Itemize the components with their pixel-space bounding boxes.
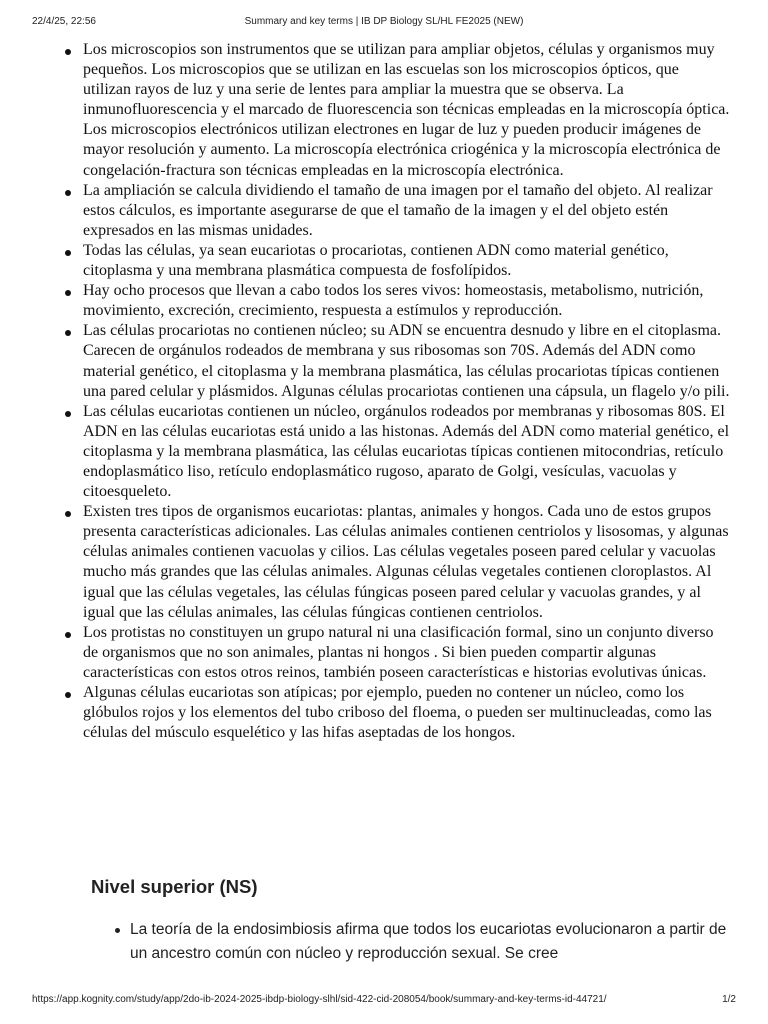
summary-content: [62, 40, 730, 743]
section-heading: Nivel superior (NS): [91, 876, 258, 897]
print-url: https://app.kognity.com/study/app/2do-ib-2024-2025-ibdp-biology-slhl/sid-422-cid-208054/book/summary-and-key-terms-id-44721/: [32, 994, 607, 1005]
summary-point: La ampliación se calcula dividiendo el tamaño de una imagen por el tamaño del objeto. Al realizar estos cálculos, es importante asegurarse de que el tamaño de la imagen y el del objeto estén expresados en las mismas unidades.: [62, 181, 730, 241]
summary-point: Las células procariotas no contienen núcleo; su ADN se encuentra desnudo y libre en el citoplasma. Carecen de orgánulos rodeados de membrana y sus ribosomas son 70S. Además del ADN como material genético, el citoplasma y la membrana plasmática, las células procariotas típicas contienen una pared celular y plásmidos. Algunas células procariotas contienen una cápsula, un flagelo y/o pili.: [62, 321, 730, 401]
print-datetime: 22/4/25, 22:56: [32, 16, 96, 27]
summary-point: Las células eucariotas contienen un núcleo, orgánulos rodeados por membranas y ribosomas 80S. El ADN en las células eucariotas está unido a las histonas. Además del ADN como material genético, el citoplasma y la membrana plasmática, las células eucariotas típicas contienen mitocondrias, retículo endoplasmático liso, retículo endoplasmático rugoso, aparato de Golgi, vesículas, vacuolas y citoesqueleto.: [62, 402, 730, 502]
higher-level-section: [91, 876, 731, 966]
summary-point: Los microscopios son instrumentos que se utilizan para ampliar objetos, células y organismos muy pequeños. Los microscopios que se utilizan en las escuelas son los microscopios ópticos, que utilizan rayos de luz y una serie de lentes para ampliar la muestra que se observa. La inmunofluorescencia y el marcado de fluorescencia son técnicas empleadas en la microscopía óptica. Los microscopios electrónicos utilizan electrones en lugar de luz y pueden producir imágenes de mayor resolución y aumento. La microscopía electrónica criogénica y la microscopía electrónica de congelación-fractura son técnicas empleadas en la microscopía electrónica.: [62, 40, 730, 181]
higher-level-list: [91, 918, 731, 966]
summary-point: Hay ocho procesos que llevan a cabo todos los seres vivos: homeostasis, metabolismo, nutrición, movimiento, excreción, crecimiento, respuesta a estímulos y reproducción.: [62, 281, 730, 321]
higher-level-point: La teoría de la endosimbiosis afirma que todos los eucariotas evolucionaron a partir de un ancestro común con núcleo y reproducción sexual. Se cree: [91, 918, 731, 966]
print-page-title: Summary and key terms | IB DP Biology SL/HL FE2025 (NEW): [244, 16, 524, 27]
print-header: [32, 16, 736, 30]
summary-point: Existen tres tipos de organismos eucariotas: plantas, animales y hongos. Cada uno de estos grupos presenta características adicionales. Las células animales contienen centriolos y lisosomas, y algunas células animales contienen vacuolas y cilios. Las células vegetales poseen pared celular y vacuolas mucho más grandes que las células animales. Algunas células vegetales contienen cloroplastos. Al igual que las células vegetales, las células fúngicas poseen pared celular y vacuolas grandes, y al igual que las células animales, las células fúngicas contienen centriolos.: [62, 502, 730, 623]
page-number: 1/2: [722, 994, 736, 1005]
print-footer: [32, 994, 736, 1008]
summary-point: Los protistas no constituyen un grupo natural ni una clasificación formal, sino un conjunto diverso de organismos que no son animales, plantas ni hongos . Si bien pueden compartir algunas características con estos otros reinos, también poseen características e historias evolutivas únicas.: [62, 623, 730, 683]
summary-point: Algunas células eucariotas son atípicas; por ejemplo, pueden no contener un núcleo, como los glóbulos rojos y los elementos del tubo criboso del floema, o pueden ser multinucleadas, como las células del músculo esquelético y las hifas aseptadas de los hongos.: [62, 683, 730, 743]
summary-point: Todas las células, ya sean eucariotas o procariotas, contienen ADN como material genético, citoplasma y una membrana plasmática compuesta de fosfolípidos.: [62, 241, 730, 281]
summary-list: [62, 40, 730, 743]
